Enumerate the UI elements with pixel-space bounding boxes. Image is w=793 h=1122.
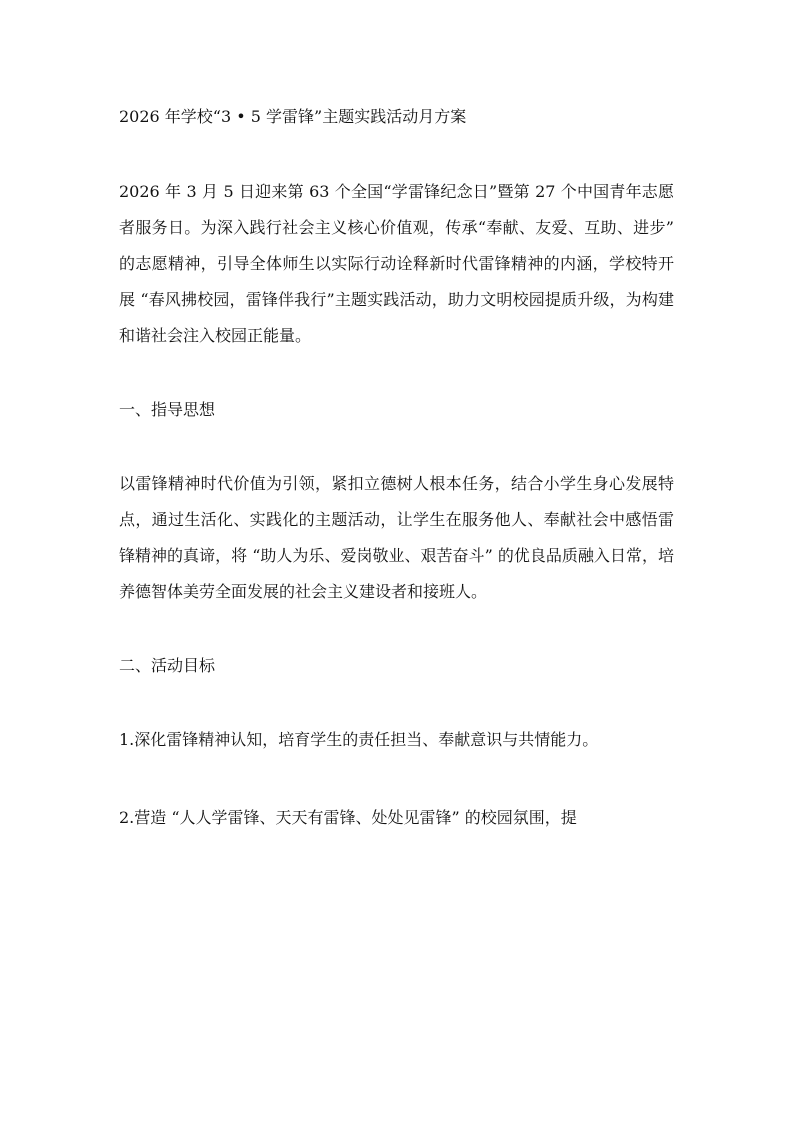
section-heading-activity-goals: 二、活动目标 xyxy=(119,656,216,675)
goal-item-1: 1.深化雷锋精神认知，培育学生的责任担当、奉献意识与共情能力。 xyxy=(119,730,599,749)
section-heading-guiding-ideology: 一、指导思想 xyxy=(119,400,216,419)
document-title: 2026 年学校“3 • 5 学雷锋”主题实践活动月方案 xyxy=(119,107,467,126)
intro-paragraph: 2026 年 3 月 5 日迎来第 63 个全国“学雷锋纪念日”暨第 27 个中国青年志愿者服务日。为深入践行社会主义核心价值观，传承“奉献、友爱、互助、进步” 的志愿精神，引导全体师生以实际行动诠释新时代雷锋精神的内涵，学校特开展 “春风拂校园，雷锋伴我行”主题实践活动，助力文明校园提质升级，为构建和谐社会注入校园正能量。 xyxy=(119,182,674,345)
goal-item-2: 2.营造 “人人学雷锋、天天有雷锋、处处见雷锋” 的校园氛围，提 xyxy=(119,808,577,827)
guiding-ideology-paragraph: 以雷锋精神时代价值为引领，紧扣立德树人根本任务，结合小学生身心发展特点，通过生活化、实践化的主题活动，让学生在服务他人、奉献社会中感悟雷锋精神的真谛，将 “助人为乐、爱岗敬业、艰苦奋斗” 的优良品质融入日常，培养德智体美劳全面发展的社会主义建设者和接班人。 xyxy=(119,474,674,601)
document-content xyxy=(119,102,674,878)
